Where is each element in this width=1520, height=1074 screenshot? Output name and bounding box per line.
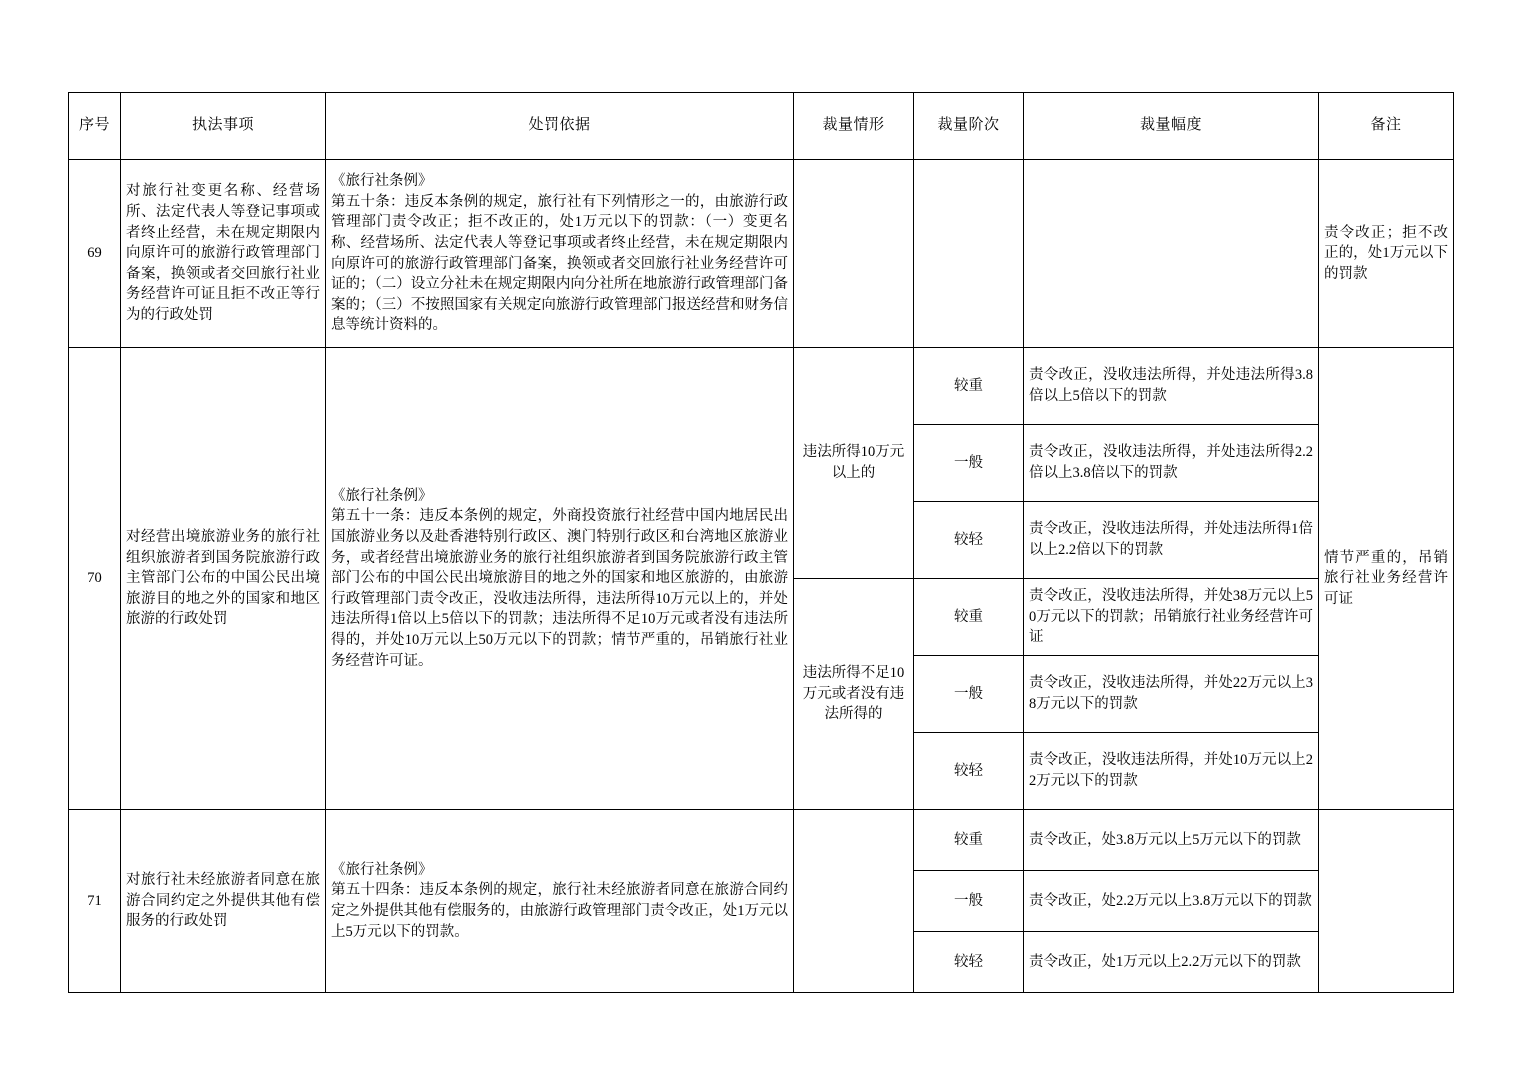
row-level: 较轻 (914, 502, 1024, 579)
row-level: 较轻 (914, 932, 1024, 993)
row-level (914, 160, 1024, 348)
row-item: 对旅行社变更名称、经营场所、法定代表人等登记事项或者终止经营，未在规定期限内向原许可的旅游行政管理部门备案，换领或者交回旅行社业务经营许可证且拒不改正等行为的行政处罚 (121, 160, 326, 348)
row-situation: 违法所得不足10万元或者没有违法所得的 (794, 579, 914, 810)
header-remark: 备注 (1319, 93, 1454, 160)
row-level: 一般 (914, 871, 1024, 932)
row-index: 71 (69, 810, 121, 993)
discretion-benchmark-table (68, 92, 1454, 993)
table-row (69, 348, 1454, 425)
basis-body: 第五十一条：违反本条例的规定，外商投资旅行社经营中国内地居民出国旅游业务以及赴香港特别行政区、澳门特别行政区和台湾地区旅游业务，或者经营出境旅游业务的旅行社组织旅游者到国务院旅游行政主管部门公布的中国公民出境旅游目的地之外的国家和地区旅游的，由旅游行政管理部门责令改正，没收违法所得，违法所得10万元以上的，并处违法所得1倍以上5倍以下的罚款；违法所得不足10万元或者没有违法所得的，并处10万元以上50万元以下的罚款；情节严重的，吊销旅行社业务经营许可证。 (331, 508, 788, 669)
row-basis (326, 348, 794, 810)
row-situation: 违法所得10万元以上的 (794, 348, 914, 579)
row-range (1024, 160, 1319, 348)
header-level: 裁量阶次 (914, 93, 1024, 160)
basis-title: 《旅行社条例》 (331, 487, 433, 504)
header-item: 执法事项 (121, 93, 326, 160)
row-level: 较重 (914, 810, 1024, 871)
row-level: 一般 (914, 425, 1024, 502)
row-range: 责令改正，没收违法所得，并处10万元以上22万元以下的罚款 (1024, 733, 1319, 810)
row-level: 较轻 (914, 733, 1024, 810)
row-index: 70 (69, 348, 121, 810)
row-situation (794, 160, 914, 348)
table-row (69, 160, 1454, 348)
row-remark (1319, 810, 1454, 993)
basis-body: 第五十条：违反本条例的规定，旅行社有下列情形之一的，由旅游行政管理部门责令改正；拒不改正的，处1万元以下的罚款：（一）变更名称、经营场所、法定代表人等登记事项或者终止经营，未在规定期限内向原许可的旅游行政管理部门备案，换领或者交回旅行社业务经营许可证的；（二）设立分社未在规定期限内向分社所在地旅游行政管理部门备案的；（三）不按照国家有关规定向旅游行政管理部门报送经营和财务信息等统计资料的。 (331, 193, 788, 334)
row-range: 责令改正，处2.2万元以上3.8万元以下的罚款 (1024, 871, 1319, 932)
table-body (69, 160, 1454, 993)
row-situation (794, 810, 914, 993)
basis-title: 《旅行社条例》 (331, 861, 433, 878)
row-range: 责令改正，处3.8万元以上5万元以下的罚款 (1024, 810, 1319, 871)
row-item: 对经营出境旅游业务的旅行社组织旅游者到国务院旅游行政主管部门公布的中国公民出境旅游目的地之外的国家和地区旅游的行政处罚 (121, 348, 326, 810)
basis-title: 《旅行社条例》 (331, 173, 433, 190)
row-range: 责令改正，没收违法所得，并处违法所得2.2倍以上3.8倍以下的罚款 (1024, 425, 1319, 502)
basis-body: 第五十四条：违反本条例的规定，旅行社未经旅游者同意在旅游合同约定之外提供其他有偿服务的，由旅游行政管理部门责令改正，处1万元以上5万元以下的罚款。 (331, 882, 788, 940)
table-header (69, 93, 1454, 160)
row-range: 责令改正，没收违法所得，并处38万元以上50万元以下的罚款；吊销旅行社业务经营许可证 (1024, 579, 1319, 656)
row-range: 责令改正，没收违法所得，并处22万元以上38万元以下的罚款 (1024, 656, 1319, 733)
header-row (69, 93, 1454, 160)
row-item: 对旅行社未经旅游者同意在旅游合同约定之外提供其他有偿服务的行政处罚 (121, 810, 326, 993)
row-index: 69 (69, 160, 121, 348)
header-index: 序号 (69, 93, 121, 160)
header-range: 裁量幅度 (1024, 93, 1319, 160)
row-level: 较重 (914, 579, 1024, 656)
row-basis (326, 810, 794, 993)
header-basis: 处罚依据 (326, 93, 794, 160)
row-range: 责令改正，处1万元以上2.2万元以下的罚款 (1024, 932, 1319, 993)
row-range: 责令改正，没收违法所得，并处违法所得3.8倍以上5倍以下的罚款 (1024, 348, 1319, 425)
row-level: 较重 (914, 348, 1024, 425)
row-range: 责令改正，没收违法所得，并处违法所得1倍以上2.2倍以下的罚款 (1024, 502, 1319, 579)
row-remark: 情节严重的，吊销旅行社业务经营许可证 (1319, 348, 1454, 810)
row-level: 一般 (914, 656, 1024, 733)
row-basis (326, 160, 794, 348)
table-row (69, 810, 1454, 871)
header-situation: 裁量情形 (794, 93, 914, 160)
row-remark: 责令改正；拒不改正的，处1万元以下的罚款 (1319, 160, 1454, 348)
